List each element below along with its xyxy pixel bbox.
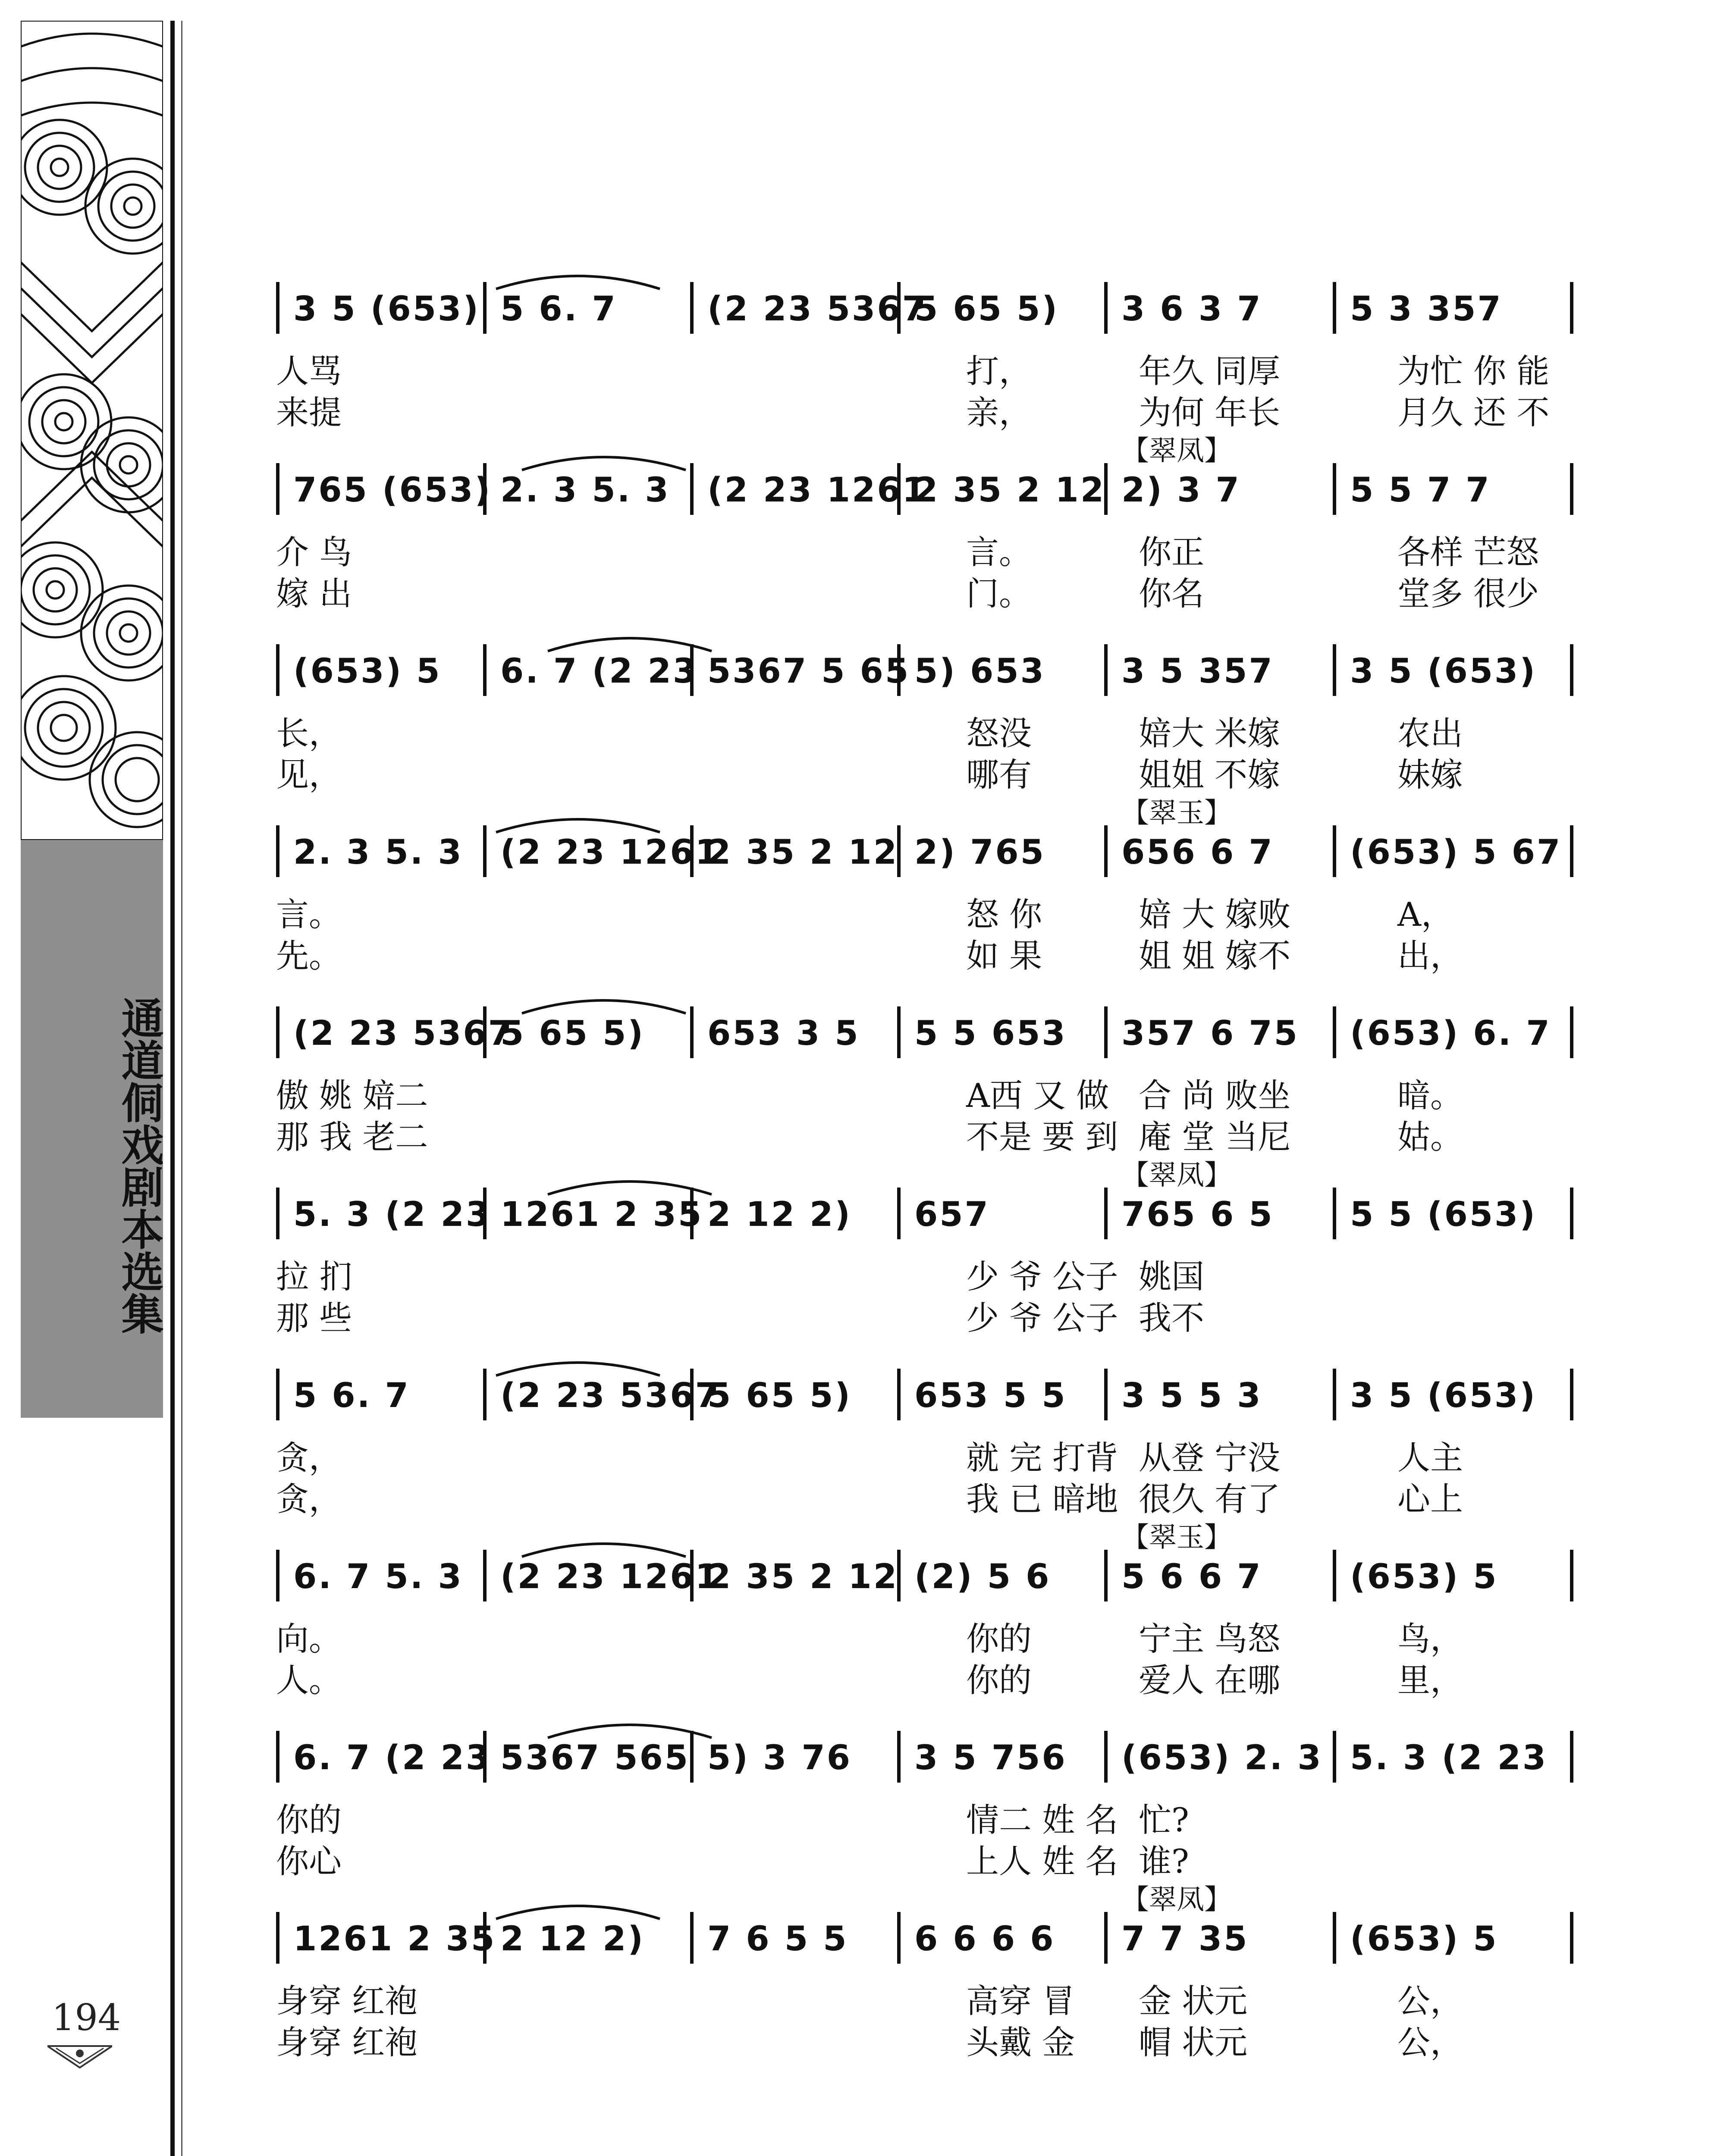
bar-line xyxy=(897,1369,901,1420)
lyric-text: 帽 状元 xyxy=(1139,2023,1248,2062)
bar-line xyxy=(1104,825,1108,877)
measure-notation: 7 7 35 xyxy=(1121,1920,1249,1959)
bar-line xyxy=(1333,1550,1336,1601)
bar-line xyxy=(690,463,694,515)
measure-notation: 2 35 2 12 xyxy=(914,471,1106,510)
lyrics-block xyxy=(276,888,1574,975)
measure-notation: (2 23 1261 xyxy=(707,471,927,510)
lyric-text: 从登 宁没 xyxy=(1139,1438,1281,1477)
lyric-text: 傲 姚 婄二 xyxy=(276,1076,428,1115)
bar-line xyxy=(1333,463,1336,515)
measure-notation: 653 3 5 xyxy=(707,1014,860,1053)
measure-notation: 3 5 5 3 xyxy=(1121,1376,1262,1415)
lyric-text: 我不 xyxy=(1139,1299,1204,1337)
measure-notation: 5 3 357 xyxy=(1350,290,1503,329)
lyric-text: 上人 姓 名 xyxy=(966,1842,1118,1880)
measure-notation: 765 6 5 xyxy=(1121,1195,1274,1234)
lyric-text: 少 爷 公子 xyxy=(966,1257,1118,1296)
measure-notation: 5) 3 76 xyxy=(707,1739,852,1777)
bar-line xyxy=(1333,644,1336,696)
bar-line xyxy=(1104,282,1108,334)
bar-line xyxy=(1333,1188,1336,1239)
measure-notation: 6 6 6 6 xyxy=(914,1920,1055,1959)
bar-line xyxy=(1570,1912,1573,1964)
lyric-text: 贪， xyxy=(276,1480,342,1518)
lyric-text: 合 尚 败坐 xyxy=(1139,1076,1291,1115)
notation-line xyxy=(276,797,1574,888)
bar-line xyxy=(897,1006,901,1058)
measure-notation: 2. 3 5. 3 xyxy=(293,833,463,872)
lyric-text: 鸟， xyxy=(1397,1620,1463,1658)
lyric-text: 婄 大 嫁败 xyxy=(1139,895,1291,934)
lyric-text: A西 又 做 xyxy=(966,1076,1109,1115)
measure-notation: 5 5 7 7 xyxy=(1350,471,1491,510)
lyric-text: 谁? xyxy=(1139,1842,1189,1880)
lyric-text: 你心 xyxy=(276,1842,342,1880)
bar-line xyxy=(276,1550,279,1601)
lyric-text: 忙? xyxy=(1139,1801,1189,1839)
measure-notation: 5 6. 7 xyxy=(500,290,617,329)
music-system xyxy=(276,1159,1574,1337)
measure-notation: (653) 5 xyxy=(293,652,442,691)
page-number: 194 xyxy=(52,1996,121,2039)
measure-notation: 5 5 (653) xyxy=(1350,1195,1537,1234)
bar-line xyxy=(1570,463,1573,515)
notation-line xyxy=(276,1884,1574,1975)
bar-line xyxy=(690,1006,694,1058)
lyric-text: 如 果 xyxy=(966,937,1042,975)
bar-line xyxy=(1104,1369,1108,1420)
lyric-text: 为何 年长 xyxy=(1139,393,1281,432)
lyric-text: 里， xyxy=(1397,1661,1463,1699)
lyrics-block xyxy=(276,1794,1574,1880)
book-title: 通道侗戏剧本选集 xyxy=(114,997,163,1335)
lyric-text: 你名 xyxy=(1139,574,1204,613)
bar-line xyxy=(276,463,279,515)
lyric-text: 那 我 老二 xyxy=(276,1118,428,1156)
music-system xyxy=(276,634,1574,793)
lyric-text: 出， xyxy=(1397,937,1463,975)
lyric-text: 姐姐 不嫁 xyxy=(1139,755,1281,794)
measure-notation: 5 65 5) xyxy=(914,290,1059,329)
lyric-text: 姑。 xyxy=(1397,1118,1463,1156)
slur-arc xyxy=(492,811,664,837)
lyric-text: 怒没 xyxy=(966,714,1032,752)
bar-line xyxy=(690,282,694,334)
measure-notation: 5 6 6 7 xyxy=(1121,1557,1262,1596)
lyric-text: 姐 姐 嫁不 xyxy=(1139,937,1291,975)
bar-line xyxy=(1104,644,1108,696)
music-system xyxy=(276,1720,1574,1880)
bar-line xyxy=(1104,1550,1108,1601)
role-label: 【翠凤】 xyxy=(1121,435,1232,467)
role-label: 【翠玉】 xyxy=(1121,1522,1232,1554)
lyrics-block xyxy=(276,1069,1574,1156)
measure-notation: (2 23 1261 xyxy=(500,1557,720,1596)
measure-notation: (2 23 1261 xyxy=(500,833,720,872)
bar-line xyxy=(1570,282,1573,334)
bar-line xyxy=(1333,825,1336,877)
music-system xyxy=(276,797,1574,975)
notation-line xyxy=(276,435,1574,526)
measure-notation: (653) 5 xyxy=(1350,1557,1498,1596)
bar-line xyxy=(1333,1369,1336,1420)
lyric-text: 高穿 冒 xyxy=(966,1982,1075,2020)
measure-notation: 2. 3 5. 3 xyxy=(500,471,670,510)
lyric-text: 身穿 红袍 xyxy=(276,1982,418,2020)
lyric-text: 言。 xyxy=(966,533,1032,571)
notation-line xyxy=(276,1159,1574,1250)
lyric-text: 各样 芒怒 xyxy=(1397,533,1539,571)
bar-line xyxy=(1104,1912,1108,1964)
lyric-text: 亲， xyxy=(966,393,1032,432)
lyric-text: 嫁 出 xyxy=(276,574,352,613)
lyric-text: 庵 堂 当尼 xyxy=(1139,1118,1291,1156)
lyric-text: 暗。 xyxy=(1397,1076,1463,1115)
lyric-text: 你正 xyxy=(1139,533,1204,571)
bar-line xyxy=(1104,1188,1108,1239)
measure-notation: (2) 5 6 xyxy=(914,1557,1051,1596)
lyric-text: 为忙 你 能 xyxy=(1397,352,1550,390)
lyric-text: 见， xyxy=(276,755,342,794)
slur-arc xyxy=(492,267,664,293)
lyrics-block xyxy=(276,1250,1574,1337)
measure-notation: 6. 7 5. 3 xyxy=(293,1557,463,1596)
measure-notation: 2 35 2 12 xyxy=(707,833,899,872)
lyrics-block xyxy=(276,526,1574,612)
margin-rule xyxy=(170,21,175,2156)
slur-arc xyxy=(543,1716,716,1742)
notation-line xyxy=(276,272,1574,345)
lyric-text: 贪， xyxy=(276,1438,342,1477)
lyric-text: 心上 xyxy=(1397,1480,1463,1518)
measure-notation: 3 6 3 7 xyxy=(1121,290,1262,329)
bar-line xyxy=(1570,644,1573,696)
music-system xyxy=(276,1522,1574,1699)
bar-line xyxy=(276,825,279,877)
measure-notation: 1261 2 35 xyxy=(293,1920,496,1959)
measure-notation: (653) 6. 7 xyxy=(1350,1014,1551,1053)
measure-notation: 3 5 (653) xyxy=(293,290,480,329)
lyric-text: 姚国 xyxy=(1139,1257,1204,1296)
lyrics-block xyxy=(276,1975,1574,2061)
bar-line xyxy=(276,1731,279,1783)
lyric-text: 不是 要 到 xyxy=(966,1118,1118,1156)
lyric-text: 很久 有了 xyxy=(1139,1480,1281,1518)
lyric-text: 身穿 红袍 xyxy=(276,2023,418,2062)
measure-notation: (2 23 5367 xyxy=(500,1376,720,1415)
bar-line xyxy=(483,1550,487,1601)
role-label: 【翠凤】 xyxy=(1121,1159,1232,1191)
slur-arc xyxy=(518,992,690,1018)
lyric-text: 婄大 米嫁 xyxy=(1139,714,1281,752)
lyric-text: 哪有 xyxy=(966,755,1032,794)
bar-line xyxy=(276,1369,279,1420)
notation-line xyxy=(276,634,1574,707)
bar-line xyxy=(1570,1369,1573,1420)
measure-notation: 653 5 5 xyxy=(914,1376,1067,1415)
bar-line xyxy=(1570,825,1573,877)
bar-line xyxy=(483,825,487,877)
lyric-text: 头戴 金 xyxy=(966,2023,1075,2062)
lyric-text: 拉 扪 xyxy=(276,1257,352,1296)
lyrics-block xyxy=(276,345,1574,431)
bar-line xyxy=(1570,1550,1573,1601)
music-system xyxy=(276,1358,1574,1518)
music-system xyxy=(276,435,1574,613)
bar-line xyxy=(276,1006,279,1058)
measure-notation: (2 23 5367 xyxy=(293,1014,513,1053)
measure-notation: 5367 5 65 xyxy=(707,652,910,691)
measure-notation: 1261 2 35 xyxy=(500,1195,703,1234)
measure-notation: (653) 5 xyxy=(1350,1920,1498,1959)
notation-line xyxy=(276,1522,1574,1613)
lyric-text: 你的 xyxy=(966,1620,1032,1658)
lyric-text: 你的 xyxy=(276,1801,342,1839)
measure-notation: 5. 3 (2 23 xyxy=(1350,1739,1548,1777)
measure-notation: (2 23 5367 xyxy=(707,290,927,329)
bar-line xyxy=(897,1912,901,1964)
lyric-text: 妹嫁 xyxy=(1397,755,1463,794)
lyric-text: 爱人 在哪 xyxy=(1139,1661,1281,1699)
lyric-text: 言。 xyxy=(276,895,342,934)
bar-line xyxy=(690,1912,694,1964)
bar-line xyxy=(897,1188,901,1239)
measure-notation: 2 12 2) xyxy=(500,1920,645,1959)
lyric-text: 先。 xyxy=(276,937,342,975)
lyric-text: 宁主 鸟怒 xyxy=(1139,1620,1281,1658)
measure-notation: 5 65 5) xyxy=(707,1376,852,1415)
measure-notation: 5 65 5) xyxy=(500,1014,645,1053)
bar-line xyxy=(276,1912,279,1964)
bar-line xyxy=(1570,1731,1573,1783)
measure-notation: 5) 653 xyxy=(914,652,1045,691)
music-system xyxy=(276,996,1574,1156)
measure-notation: 3 5 357 xyxy=(1121,652,1274,691)
measure-notation: (653) 2. 3 xyxy=(1121,1739,1323,1777)
measure-notation: 2 12 2) xyxy=(707,1195,852,1234)
measure-notation: 2) 3 7 xyxy=(1121,471,1241,510)
bar-line xyxy=(1333,1912,1336,1964)
measure-notation: 2 35 2 12 xyxy=(707,1557,899,1596)
measure-notation: 3 5 (653) xyxy=(1350,652,1537,691)
bar-line xyxy=(1104,1731,1108,1783)
bar-line xyxy=(483,1369,487,1420)
measure-notation: (653) 5 67 xyxy=(1350,833,1562,872)
measure-notation: 5 6. 7 xyxy=(293,1376,410,1415)
lyric-text: 人主 xyxy=(1397,1438,1463,1477)
slur-arc xyxy=(543,1173,716,1199)
lyric-text: 农出 xyxy=(1397,714,1463,752)
measure-notation: 3 5 756 xyxy=(914,1739,1067,1777)
bar-line xyxy=(1333,1731,1336,1783)
bar-line xyxy=(276,282,279,334)
notation-line xyxy=(276,1720,1574,1794)
lyric-text: 怒 你 xyxy=(966,895,1042,934)
bar-line xyxy=(276,1188,279,1239)
lyric-text: 少 爷 公子 xyxy=(966,1299,1118,1337)
lyric-text: 门。 xyxy=(966,574,1032,613)
lyric-text: 月久 还 不 xyxy=(1397,393,1550,432)
notation-line xyxy=(276,1358,1574,1432)
measure-notation: 7 6 5 5 xyxy=(707,1920,848,1959)
bar-line xyxy=(483,282,487,334)
lyric-text: 金 状元 xyxy=(1139,1982,1248,2020)
lyrics-block xyxy=(276,707,1574,793)
measure-notation: 657 xyxy=(914,1195,990,1234)
bar-line xyxy=(1570,1188,1573,1239)
lyric-text: A， xyxy=(1397,895,1454,934)
lyric-text: 来提 xyxy=(276,393,342,432)
lyric-text: 情二 姓 名 xyxy=(966,1801,1118,1839)
lyric-text: 你的 xyxy=(966,1661,1032,1699)
bar-line xyxy=(1333,282,1336,334)
lyric-text: 介 鸟 xyxy=(276,533,352,571)
lyric-text: 人骂 xyxy=(276,352,342,390)
lyric-text: 我 已 暗地 xyxy=(966,1480,1118,1518)
lyric-text: 公， xyxy=(1397,2023,1463,2062)
role-label: 【翠玉】 xyxy=(1121,797,1232,829)
notation-line xyxy=(276,996,1574,1069)
slur-arc xyxy=(518,448,690,474)
lyric-text: 那 些 xyxy=(276,1299,352,1337)
lyric-text: 堂多 很少 xyxy=(1397,574,1539,613)
lyric-text: 人。 xyxy=(276,1661,342,1699)
measure-notation: 3 5 (653) xyxy=(1350,1376,1537,1415)
role-label: 【翠凤】 xyxy=(1121,1884,1232,1916)
cloud-pattern-icon xyxy=(21,21,163,840)
measure-notation: 6. 7 (2 23 xyxy=(500,652,698,691)
bar-line xyxy=(276,644,279,696)
bar-line xyxy=(483,644,487,696)
slur-arc xyxy=(492,1354,664,1380)
bar-line xyxy=(1570,1006,1573,1058)
lyric-text: 长， xyxy=(276,714,342,752)
bar-line xyxy=(1104,1006,1108,1058)
measure-notation: 5 5 653 xyxy=(914,1014,1067,1053)
lyric-text: 打， xyxy=(966,352,1032,390)
slur-arc xyxy=(543,630,716,655)
bar-line xyxy=(1333,1006,1336,1058)
lyric-text: 年久 同厚 xyxy=(1139,352,1281,390)
music-system xyxy=(276,1884,1574,2062)
slur-arc xyxy=(518,1535,690,1561)
music-system xyxy=(276,272,1574,431)
lyrics-block xyxy=(276,1613,1574,1699)
measure-notation: 5367 565 xyxy=(500,1739,690,1777)
bar-line xyxy=(897,1731,901,1783)
measure-notation: 765 (653) xyxy=(293,471,492,510)
sidebar-decoration xyxy=(21,21,163,1418)
measure-notation: 2) 765 xyxy=(914,833,1045,872)
page-ornament-icon xyxy=(47,2044,112,2070)
slur-arc xyxy=(492,1897,664,1923)
lyrics-block xyxy=(276,1432,1574,1518)
measure-notation: 357 6 75 xyxy=(1121,1014,1299,1053)
measure-notation: 656 6 7 xyxy=(1121,833,1274,872)
margin-rule-thin xyxy=(181,21,182,2156)
lyric-text: 向。 xyxy=(276,1620,342,1658)
lyric-text: 公， xyxy=(1397,1982,1463,2020)
measure-notation: 6. 7 (2 23 xyxy=(293,1739,491,1777)
measure-notation: 5. 3 (2 23 xyxy=(293,1195,491,1234)
lyric-text: 就 完 打背 xyxy=(966,1438,1118,1477)
